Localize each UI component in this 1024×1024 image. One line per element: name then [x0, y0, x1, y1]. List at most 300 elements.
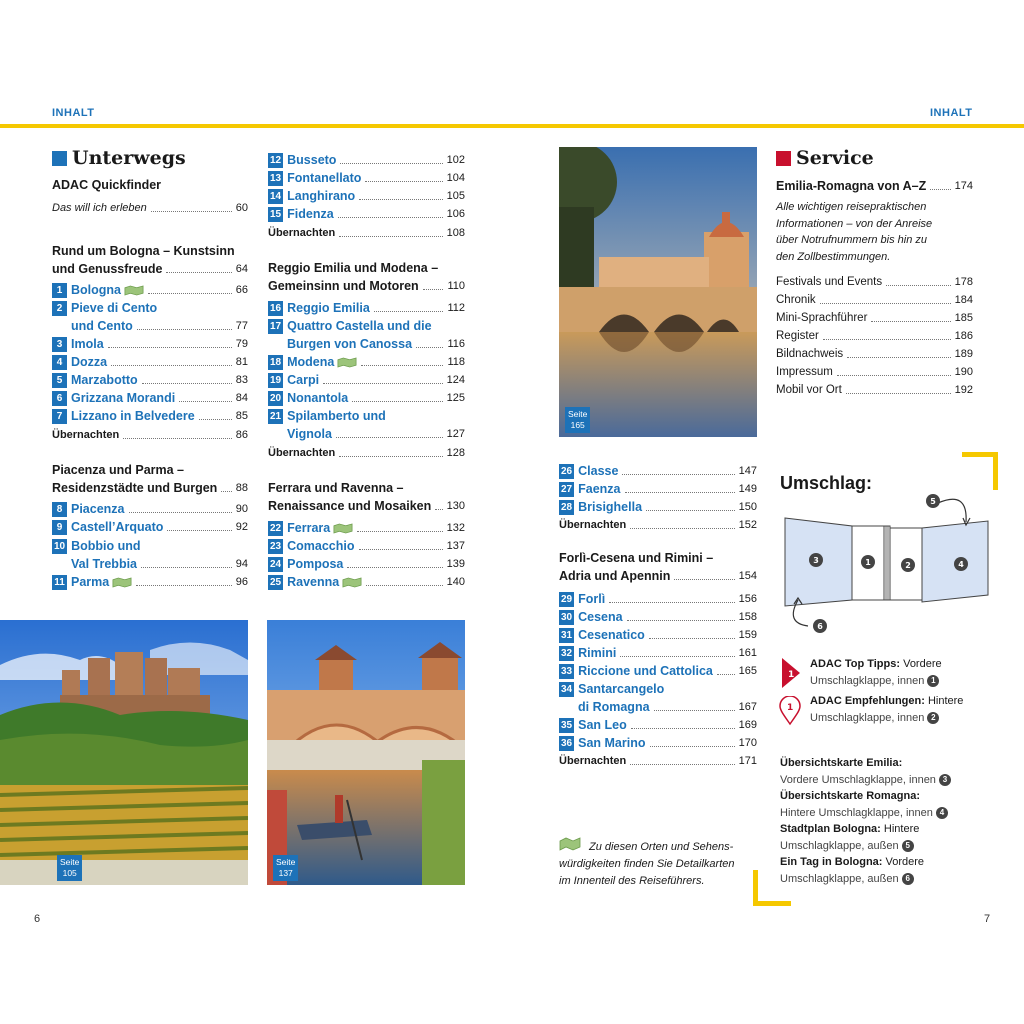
toc-entry[interactable] [559, 590, 757, 608]
diagram-marker-6: 6 [817, 622, 823, 631]
entry-page: 85 [235, 410, 248, 422]
blue-square-icon [52, 151, 67, 166]
entry-page: 84 [235, 392, 248, 404]
toc-entry[interactable] [268, 407, 465, 425]
umschlag-entry-number: 6 [902, 873, 914, 885]
entry-name: San Leo [578, 718, 627, 732]
entry-name: Bobbio und [71, 539, 141, 553]
toc-entry[interactable] [52, 407, 248, 425]
entry-page: 90 [235, 503, 248, 515]
umschlag-entry [780, 788, 980, 821]
leader-dots [625, 492, 735, 493]
entry-name: Pomposa [287, 557, 344, 571]
leader-dots [199, 419, 232, 420]
entry-number-badge: 15 [270, 208, 282, 220]
adac-top-tipp-icon [780, 656, 802, 695]
service-item-label: Impressum [776, 366, 833, 378]
entry-number-badge: 4 [52, 355, 67, 370]
toc-entry[interactable] [559, 680, 757, 698]
entry-number-badge: 28 [561, 501, 573, 513]
entry-name-line2: Val Trebbia [71, 557, 138, 571]
section-row[interactable] [268, 497, 465, 515]
leader-dots [366, 585, 442, 586]
section-page: 88 [235, 482, 248, 494]
section-title-line2: Residenzstädte und Burgen [52, 481, 218, 495]
quickfinder-page: 60 [235, 202, 248, 214]
entry-number-badge: 35 [561, 719, 573, 731]
toc-entry[interactable] [52, 299, 248, 317]
entry-name: Forlì [578, 592, 606, 606]
entry-number-badge: 13 [270, 172, 282, 184]
comacchio-photo [267, 620, 465, 885]
entry-page: 165 [738, 665, 757, 677]
toc-entry[interactable] [52, 537, 248, 555]
leader-dots [137, 329, 232, 330]
leader-dots [108, 347, 232, 348]
toc-entry-continued[interactable] [71, 317, 248, 335]
entry-page: 147 [738, 465, 757, 477]
service-item-page: 186 [954, 330, 973, 342]
entry-page: 83 [235, 374, 248, 386]
service-item[interactable] [776, 381, 973, 399]
leader-dots [847, 357, 951, 358]
entry-page: 156 [738, 593, 757, 605]
uebernachten-page: 152 [738, 519, 757, 531]
umschlag-entry-line1 [810, 693, 1010, 710]
umschlag-entry-number: 5 [902, 840, 914, 852]
section-heading: Forlì-Cesena und Rimini – [559, 551, 714, 565]
service-item-page: 184 [954, 294, 973, 306]
entry-page: 118 [447, 356, 465, 368]
leader-dots [359, 549, 443, 550]
svg-text:1: 1 [788, 670, 795, 680]
entry-page: 167 [738, 701, 757, 713]
entry-page: 102 [446, 154, 465, 166]
umschlag-entry [810, 693, 1010, 726]
entry-number-badge: 22 [270, 522, 282, 534]
leader-dots [148, 293, 232, 294]
section-page: 130 [446, 500, 465, 512]
section-row[interactable] [559, 567, 757, 585]
diagram-marker-5: 5 [930, 497, 936, 506]
service-item-page: 189 [954, 348, 973, 360]
entry-page: 79 [235, 338, 248, 350]
leader-dots [357, 531, 442, 532]
section-page: 64 [235, 263, 248, 275]
entry-number-badge: 11 [52, 575, 67, 590]
toc-entry[interactable] [52, 573, 248, 591]
quickfinder-row[interactable] [52, 199, 248, 217]
entry-page: 125 [446, 392, 465, 404]
leader-dots [820, 303, 951, 304]
detail-map-icon [112, 577, 132, 588]
entry-name-line2: Vignola [287, 427, 332, 441]
entry-page: 96 [235, 576, 248, 588]
diagram-marker-2: 2 [905, 561, 911, 570]
umschlag-entry-line1 [810, 656, 1010, 673]
leader-dots [416, 347, 443, 348]
detail-map-icon [333, 523, 353, 534]
detail-map-icon [337, 357, 357, 368]
red-square-icon [776, 151, 791, 166]
entry-number-badge: 10 [54, 540, 66, 552]
leader-dots [717, 674, 735, 675]
toc-entry[interactable] [52, 371, 248, 389]
leader-dots [136, 585, 232, 586]
entry-name: Nonantola [287, 391, 349, 405]
toc-entry[interactable] [52, 281, 248, 299]
umschlag-entry [780, 755, 980, 788]
entry-number-badge: 14 [270, 190, 282, 202]
service-item-page: 190 [954, 366, 973, 378]
entry-name: Reggio Emilia [287, 301, 370, 315]
leader-dots [338, 217, 443, 218]
page-number-right: 7 [984, 913, 991, 925]
entry-name: Cesenatico [578, 628, 645, 642]
entry-name: Ferrara [287, 521, 331, 535]
leader-dots [650, 746, 735, 747]
entry-number-badge: 16 [270, 302, 282, 314]
toc-entry-continued[interactable] [287, 335, 465, 353]
umschlag-entry-line2 [780, 772, 980, 789]
toc-entry[interactable] [268, 573, 465, 591]
toc-entry[interactable] [559, 480, 757, 498]
umschlag-entry [780, 854, 980, 887]
entry-name: Rimini [578, 646, 617, 660]
leader-dots [359, 199, 442, 200]
leader-dots [886, 285, 951, 286]
entry-page: 159 [738, 629, 757, 641]
section-heading: Reggio Emilia und Modena – [268, 261, 439, 275]
leader-dots [167, 530, 231, 531]
toc-entry[interactable] [268, 371, 465, 389]
leader-dots [609, 602, 734, 603]
service-main-page: 174 [954, 180, 973, 192]
entry-name: Bologna [71, 283, 121, 297]
entry-page: 92 [235, 521, 248, 533]
toc-entry[interactable] [268, 555, 465, 573]
entry-name-line2: di Romagna [578, 700, 650, 714]
entry-name: Castell’Arquato [71, 520, 164, 534]
quickfinder-sub: Das will ich erleben [52, 202, 147, 214]
svg-text:1: 1 [787, 703, 794, 713]
entry-number-badge: 9 [52, 520, 67, 535]
entry-name: Dozza [71, 355, 108, 369]
entry-number-badge: 12 [270, 154, 282, 166]
service-item[interactable] [776, 345, 973, 363]
leader-dots [646, 510, 735, 511]
umschlag-entry-text: Hintere [924, 695, 964, 707]
entry-page: 132 [446, 522, 465, 534]
leader-dots [846, 393, 951, 394]
section-page: 154 [738, 570, 757, 582]
uebernachten-row[interactable] [559, 516, 757, 534]
diagram-marker-4: 4 [958, 560, 964, 569]
unterwegs-title: Unterwegs [72, 147, 186, 169]
entry-name: Marzabotto [71, 373, 138, 387]
entry-page: 139 [446, 558, 465, 570]
entry-name: Modena [287, 355, 335, 369]
photo-page-badge[interactable]: Seite 165 [565, 407, 590, 433]
entry-number-badge: 26 [561, 465, 573, 477]
uebernachten-page: 171 [738, 755, 757, 767]
umschlag-entry-number: 4 [936, 807, 948, 819]
entry-page: 149 [738, 483, 757, 495]
toc-entry[interactable] [268, 537, 465, 555]
leader-dots [352, 401, 442, 402]
entry-name: Comacchio [287, 539, 355, 553]
leader-dots [622, 474, 734, 475]
umschlag-entry-title: Ein Tag in Bologna: [780, 856, 883, 868]
entry-name: Lizzano in Belvedere [71, 409, 195, 423]
leader-dots [361, 365, 443, 366]
section-heading: Rund um Bologna – Kunstsinn [52, 244, 235, 258]
entry-number-badge: 17 [270, 320, 282, 332]
entry-number-badge: 8 [52, 502, 67, 517]
umschlag-entry-text: Vordere [900, 658, 942, 670]
service-item[interactable] [776, 309, 973, 327]
photo-page-badge[interactable]: Seite 137 [273, 855, 298, 881]
toc-entry[interactable] [268, 299, 465, 317]
entry-number-badge: 31 [561, 629, 573, 641]
entry-page: 66 [235, 284, 248, 296]
umschlag-entry [780, 821, 980, 854]
leader-dots [654, 710, 735, 711]
entry-number-badge: 5 [52, 373, 67, 388]
entry-name: Busseto [287, 153, 337, 167]
leader-dots [129, 512, 232, 513]
entry-number-badge: 7 [52, 409, 67, 424]
umschlag-entry-title: Stadtplan Bologna: [780, 823, 881, 835]
umschlag-entry-number: 3 [939, 774, 951, 786]
service-item-label: Register [776, 330, 819, 342]
entry-number-badge: 20 [270, 392, 282, 404]
entry-name: Grizzana Morandi [71, 391, 176, 405]
uebernachten-row[interactable] [52, 426, 248, 444]
service-item-label: Chronik [776, 294, 816, 306]
entry-page: 105 [446, 190, 465, 202]
entry-name: Langhirano [287, 189, 356, 203]
service-item-label: Mobil vor Ort [776, 384, 842, 396]
umschlag-entry-title: ADAC Empfehlungen: [810, 695, 925, 707]
service-item[interactable] [776, 291, 973, 309]
toc-entry[interactable] [268, 389, 465, 407]
entry-name-line2: Burgen von Canossa [287, 337, 413, 351]
entry-name: Spilamberto und [287, 409, 386, 423]
service-main-row[interactable] [776, 177, 973, 195]
header-right-label: INHALT [930, 107, 973, 119]
entry-name: Pieve di Cento [71, 301, 158, 315]
map-note: Zu diesen Orten und Sehens- würdigkeiten finden Sie Detailkarten im Innenteil des Reiseführers. [559, 841, 735, 887]
entry-name: Quattro Castella und die [287, 319, 432, 333]
leader-dots [340, 163, 442, 164]
entry-name: Ravenna [287, 575, 340, 589]
entry-number-badge: 25 [270, 576, 282, 588]
toc-entry[interactable] [559, 716, 757, 734]
service-item-page: 185 [954, 312, 973, 324]
umschlag-entry-line2 [810, 673, 1010, 690]
entry-number-badge: 30 [561, 611, 573, 623]
entry-page: 106 [446, 208, 465, 220]
entry-number-badge: 3 [52, 337, 67, 352]
header-left-label: INHALT [52, 107, 95, 119]
entry-page: 77 [235, 320, 248, 332]
leader-dots [141, 567, 232, 568]
umschlag-entry-line1 [780, 854, 980, 871]
leader-dots [837, 375, 951, 376]
toc-entry-continued[interactable] [71, 555, 248, 573]
entry-name: San Marino [578, 736, 646, 750]
section-row[interactable] [52, 479, 248, 497]
leader-dots [871, 321, 950, 322]
diagram-marker-1: 1 [865, 558, 871, 567]
entry-page: 170 [738, 737, 757, 749]
page-number-left: 6 [34, 913, 41, 925]
umschlag-entry-line2 [810, 710, 1010, 727]
quickfinder-label: ADAC Quickfinder [52, 178, 162, 192]
entry-name: Santarcangelo [578, 682, 665, 696]
entry-number-badge: 23 [270, 540, 282, 552]
entry-name: Riccione und Cattolica [578, 664, 713, 678]
toc-entry[interactable] [268, 187, 465, 205]
leader-dots [649, 638, 735, 639]
leader-dots [627, 620, 735, 621]
entry-name: Parma [71, 575, 110, 589]
toc-entry[interactable] [268, 151, 465, 169]
entry-number-badge: 2 [52, 301, 67, 316]
uebernachten-label: Übernachten [52, 429, 120, 441]
uebernachten-label: Übernachten [559, 755, 627, 767]
entry-name: Classe [578, 464, 619, 478]
umschlag-entry-text: Hintere [880, 823, 920, 835]
toc-entry[interactable] [52, 335, 248, 353]
entry-page: 161 [738, 647, 757, 659]
umschlag-entry-title: Übersichtskarte Emilia: [780, 757, 903, 769]
toc-entry[interactable] [268, 353, 465, 371]
uebernachten-page: 108 [446, 227, 465, 239]
entry-name: Faenza [578, 482, 621, 496]
header-rule [0, 124, 1024, 128]
detail-map-icon [342, 577, 362, 588]
entry-page: 81 [235, 356, 248, 368]
service-heading [776, 147, 874, 169]
section-title-line2: Renaissance und Mosaiken [268, 499, 432, 513]
toc-entry[interactable] [268, 317, 465, 335]
entry-number-badge: 1 [52, 283, 67, 298]
entry-number-badge: 36 [561, 737, 573, 749]
entry-number-badge: 24 [270, 558, 282, 570]
service-item[interactable] [776, 273, 973, 291]
leader-dots [142, 383, 232, 384]
service-item-page: 192 [954, 384, 973, 396]
corner-bracket-top [962, 452, 998, 490]
toc-entry[interactable] [52, 500, 248, 518]
leader-dots [620, 656, 734, 657]
service-main-label: Emilia-Romagna von A–Z [776, 179, 927, 193]
toc-entry-continued[interactable] [287, 425, 465, 443]
section-title-line2: Adria und Apennin [559, 569, 671, 583]
service-title: Service [796, 147, 874, 169]
umschlag-entry-number: 1 [927, 675, 939, 687]
toc-entry[interactable] [559, 498, 757, 516]
entry-page: 137 [446, 540, 465, 552]
unterwegs-heading [52, 147, 186, 169]
entry-number-badge: 29 [561, 593, 573, 605]
entry-page: 104 [446, 172, 465, 184]
entry-page: 116 [447, 338, 465, 350]
leader-dots [823, 339, 951, 340]
entry-page: 150 [738, 501, 757, 513]
umschlag-entry-line2 [780, 838, 980, 855]
section-page: 110 [447, 280, 465, 292]
umschlag-entry-line1 [780, 788, 980, 805]
uebernachten-row[interactable] [559, 752, 757, 770]
service-item[interactable] [776, 327, 973, 345]
toc-entry[interactable] [559, 662, 757, 680]
entry-number-badge: 18 [270, 356, 282, 368]
entry-name: Carpi [287, 373, 320, 387]
entry-number-badge: 34 [561, 683, 573, 695]
leader-dots [111, 365, 232, 366]
section-row[interactable] [268, 277, 465, 295]
toc-entry[interactable] [559, 462, 757, 480]
toc-entry[interactable] [559, 608, 757, 626]
umschlag-entry-location: Hintere Umschlagklappe, innen [780, 806, 936, 819]
castle-photo [0, 620, 248, 885]
umschlag-entry-location: Umschlagklappe, innen [810, 674, 928, 687]
diagram-marker-3: 3 [813, 556, 819, 565]
service-item-page: 178 [954, 276, 973, 288]
toc-entry[interactable] [52, 389, 248, 407]
uebernachten-row[interactable] [268, 444, 465, 462]
service-item-label: Mini-Sprachführer [776, 312, 868, 324]
uebernachten-page: 86 [235, 429, 248, 441]
umschlag-title: Umschlag: [780, 473, 873, 493]
umschlag-entry-line1 [780, 755, 980, 772]
section-row[interactable] [52, 260, 248, 278]
umschlag-entry-number: 2 [927, 712, 939, 724]
umschlag-entry-line2 [780, 805, 980, 822]
entry-number-badge: 27 [561, 483, 573, 495]
toc-entry[interactable] [52, 518, 248, 536]
cover-fold-diagram [780, 488, 995, 643]
entry-name: Fidenza [287, 207, 334, 221]
entry-number-badge: 19 [270, 374, 282, 386]
section-heading: Piacenza und Parma – [52, 463, 185, 477]
umschlag-entry-location: Umschlagklappe, außen [780, 872, 902, 885]
service-item[interactable] [776, 363, 973, 381]
toc-entry-continued[interactable] [578, 698, 757, 716]
toc-entry[interactable] [268, 519, 465, 537]
toc-entry[interactable] [559, 734, 757, 752]
toc-entry[interactable] [268, 169, 465, 187]
toc-entry[interactable] [268, 205, 465, 223]
uebernachten-label: Übernachten [268, 447, 336, 459]
toc-entry[interactable] [559, 626, 757, 644]
leader-dots [347, 567, 442, 568]
entry-page: 112 [447, 302, 465, 314]
adac-empfehlung-icon [779, 696, 801, 731]
entry-page: 127 [446, 428, 465, 440]
uebernachten-row[interactable] [268, 224, 465, 242]
entry-number-badge: 6 [52, 391, 67, 406]
toc-entry[interactable] [52, 353, 248, 371]
uebernachten-label: Übernachten [559, 519, 627, 531]
toc-entry[interactable] [559, 644, 757, 662]
leader-dots [374, 311, 444, 312]
photo-page-badge[interactable]: Seite 105 [57, 855, 82, 881]
umschlag-entry-location: Umschlagklappe, außen [780, 839, 902, 852]
